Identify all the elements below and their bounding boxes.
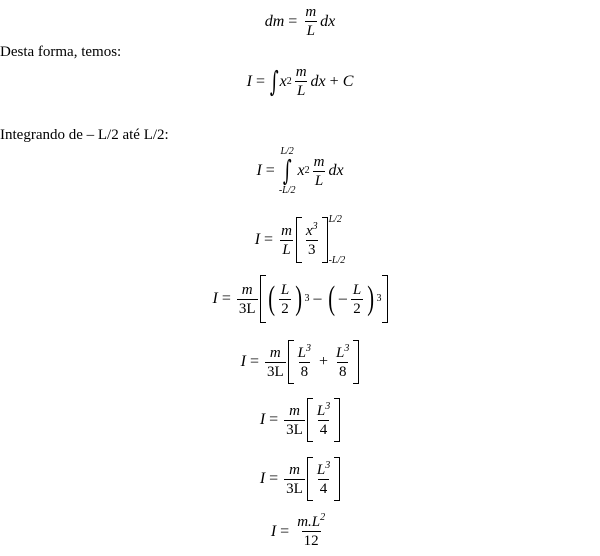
eq7-inner-num: L	[316, 402, 326, 419]
eq8-fraction	[284, 462, 305, 497]
eq7-den: 3L	[286, 421, 303, 438]
eq2-lhs: I	[246, 72, 252, 90]
eq3-integral	[279, 146, 296, 196]
integral-sign: ∫	[269, 64, 279, 98]
eq4-inner-pow: 3	[312, 220, 318, 232]
eq2-x: x	[279, 72, 287, 90]
eq3-lower-limit: -L/2	[278, 185, 296, 196]
eq6-fraction	[265, 345, 286, 380]
eq6-b-den: 8	[338, 363, 347, 380]
eq2-constant: C	[342, 72, 354, 90]
eq7-equals: =	[269, 411, 279, 428]
equation-indefinite-integral: I = ∫ x 2 $\frac{m}{L}$ dx + C	[246, 64, 354, 99]
eq3-equals: =	[265, 162, 275, 179]
eq5-b-num: L	[352, 281, 362, 298]
integral-sign: ∫	[282, 154, 292, 187]
eq5-b-minus: –	[338, 290, 347, 307]
eq3-x: x	[297, 162, 305, 179]
eq1-fraction	[303, 4, 318, 39]
eq4-limits	[329, 214, 346, 266]
left-bracket	[260, 275, 266, 323]
left-paren: (	[327, 280, 335, 317]
eq6-a-num: L	[297, 344, 306, 361]
eq4-lhs: I	[254, 231, 261, 248]
eq4-inner-den: 3	[308, 241, 316, 258]
eq8-lhs: I	[259, 470, 266, 487]
eq4-inner-num: x	[305, 222, 313, 239]
eq1-lhs: dm	[264, 12, 285, 30]
eq1-den: L	[306, 23, 315, 39]
eq5-minus: –	[313, 290, 322, 307]
eq6-lhs: I	[240, 353, 246, 370]
equation-cubes	[0, 340, 600, 384]
eq1-num: m	[305, 4, 317, 20]
eq4-upper-limit: L/2	[328, 214, 342, 225]
eq4-inner-fraction	[304, 220, 320, 258]
left-bracket	[296, 217, 302, 263]
left-bracket	[307, 398, 313, 442]
eq3-den: L	[314, 172, 324, 189]
equation-evaluated-antiderivative	[0, 214, 600, 266]
eq7-inner-den: 4	[319, 421, 328, 438]
right-bracket	[334, 398, 340, 442]
right-bracket	[322, 217, 328, 263]
eq8-num: m	[289, 461, 300, 478]
equation-definite-integral: I = L/2 ∫ -L/2 x 2 $\frac{m}{L}$ dx	[256, 146, 344, 196]
eq7-lhs: I	[259, 411, 266, 428]
left-bracket	[307, 457, 313, 501]
right-paren: )	[367, 280, 375, 317]
eq6-a-fraction	[296, 342, 313, 380]
right-bracket	[382, 275, 388, 323]
eq2-plus: +	[329, 72, 339, 90]
right-bracket	[353, 340, 359, 384]
eq6-b-pow: 3	[344, 342, 350, 354]
eq5-a-den: 2	[281, 300, 289, 317]
eq4-fraction	[279, 223, 294, 258]
eq8-inner-pow: 3	[325, 459, 331, 471]
eq5-num: m	[241, 281, 253, 298]
right-bracket	[334, 457, 340, 501]
eq6-b-fraction	[334, 342, 351, 380]
eq8-den: 3L	[286, 480, 303, 497]
equation-simplified-repeat	[0, 457, 600, 501]
eq6-b-num: L	[336, 344, 345, 361]
eq9-equals: =	[280, 522, 290, 540]
eq5-lhs: I	[212, 290, 218, 307]
eq2-dx: dx	[310, 72, 326, 90]
eq5-b-fraction	[351, 282, 363, 317]
equation-dm	[0, 4, 600, 39]
eq7-inner-fraction	[315, 400, 332, 438]
text-desta-forma: Desta forma, temos:	[0, 44, 122, 60]
eq9-lhs: I	[270, 522, 277, 540]
eq7-fraction	[284, 403, 305, 438]
left-paren: (	[267, 280, 275, 317]
eq2-num: m	[295, 64, 307, 80]
eq9-den: 12	[303, 533, 319, 549]
eq6-den: 3L	[266, 363, 284, 380]
eq3-upper-limit: L/2	[280, 146, 294, 157]
eq5-den: 3L	[238, 300, 256, 317]
left-bracket	[288, 340, 294, 384]
eq7-num: m	[289, 402, 300, 419]
eq5-equals: =	[221, 290, 231, 307]
eq4-equals: =	[264, 231, 274, 248]
eq4-lower-limit: -L/2	[328, 255, 346, 266]
right-paren: )	[295, 280, 303, 317]
equation-substituted-limits: I = $\frac{m}{3L}$ ( $\frac{L}{2}$ ) 3 – ( – $\frac{L}{2}$ ) 3	[0, 275, 600, 323]
eq9-num: m.L	[297, 514, 321, 530]
eq2-fraction	[294, 64, 309, 99]
eq9-fraction	[295, 514, 327, 549]
eq5-a-num: L	[280, 281, 290, 298]
eq7-inner-pow: 3	[325, 400, 331, 412]
equation-simplified	[0, 398, 600, 442]
eq8-inner-num: L	[316, 461, 326, 478]
eq4-den: L	[282, 241, 291, 258]
eq6-a-pow: 3	[306, 342, 311, 354]
eq3-lhs: I	[256, 162, 262, 179]
eq1-equals: =	[288, 12, 298, 30]
eq8-equals: =	[269, 470, 279, 487]
eq2-equals: =	[255, 72, 265, 90]
equation-final-result	[0, 514, 600, 549]
eq8-inner-fraction	[315, 459, 332, 497]
eq3-fraction	[312, 154, 327, 189]
eq5-fraction	[237, 282, 258, 317]
eq5-a-fraction	[279, 282, 291, 317]
eq3-num: m	[313, 153, 325, 170]
eq6-plus: +	[319, 353, 329, 370]
eq6-equals: =	[249, 353, 259, 370]
eq5-b-den: 2	[353, 300, 361, 317]
eq4-num: m	[281, 222, 292, 239]
eq9-pow: 2	[320, 512, 326, 523]
eq3-dx: dx	[328, 162, 344, 179]
eq8-inner-den: 4	[319, 480, 328, 497]
eq2-den: L	[296, 83, 306, 99]
eq1-dx: dx	[320, 12, 336, 30]
text-integrando: Integrando de – L/2 até L/2:	[0, 127, 169, 143]
eq6-num: m	[269, 344, 281, 361]
eq6-a-den: 8	[300, 363, 309, 380]
